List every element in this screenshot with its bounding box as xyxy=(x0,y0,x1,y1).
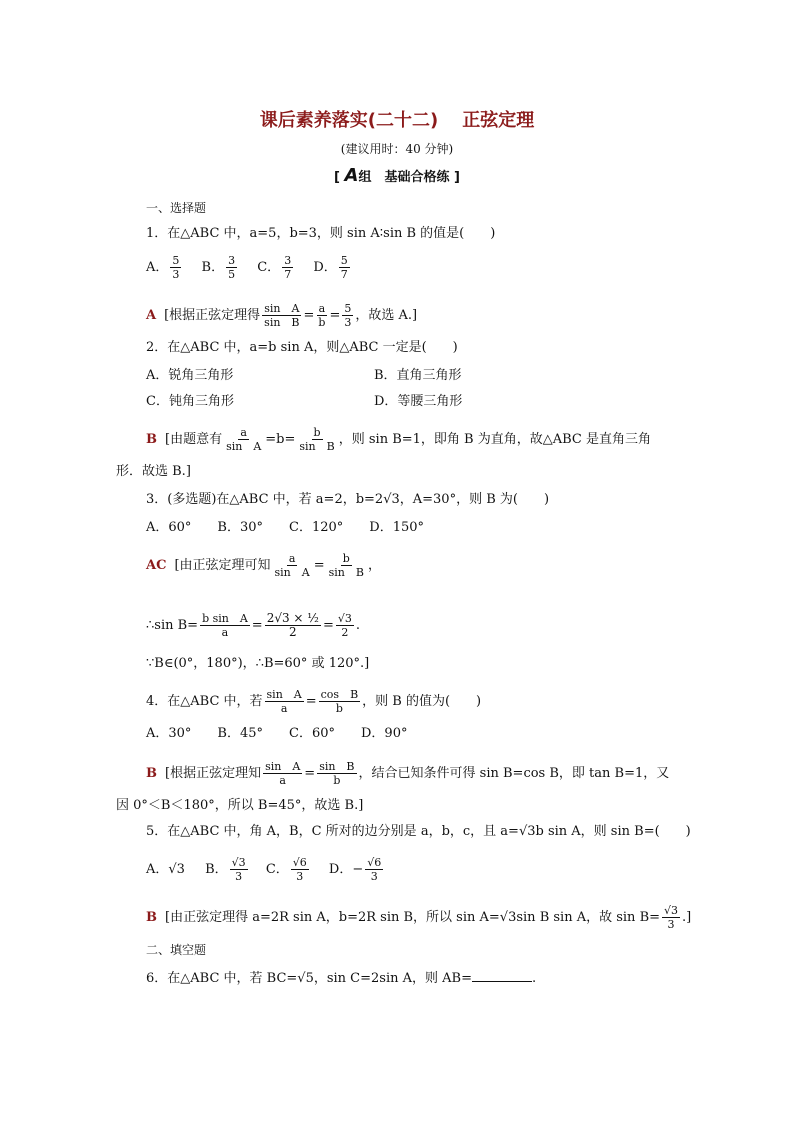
q2-options-row1 xyxy=(146,366,646,386)
q5-options xyxy=(146,856,385,883)
title-left: 课后素养落实(二十二) xyxy=(259,110,439,131)
q4-stem-frac1 xyxy=(265,688,304,715)
q4-exp-frac2 xyxy=(317,760,356,787)
q1-options xyxy=(146,254,352,281)
q5-opt-c-frac xyxy=(291,856,309,883)
numerator: 5 xyxy=(172,254,180,267)
q2-exp-text: [由题意有 xyxy=(165,432,223,447)
q5-exp-frac1 xyxy=(662,904,680,931)
q5-option-a[interactable]: A．√3 xyxy=(146,862,185,877)
q3-answer xyxy=(146,552,381,579)
denominator: 2 xyxy=(289,625,297,639)
numerator: sin A xyxy=(264,302,300,315)
denominator: sin B xyxy=(299,440,335,453)
q1-exp-frac3 xyxy=(342,302,353,329)
q4-stem-end: ，则 B 的值为( ) xyxy=(362,694,482,709)
q3-options[interactable]: A．60° B．30° C．120° D．150° xyxy=(146,520,425,535)
denominator: b xyxy=(335,702,343,715)
q1-opt-d-label: D． xyxy=(313,260,337,275)
q3-exp-frac1 xyxy=(273,552,312,579)
denominator: 3 xyxy=(370,870,378,883)
q1-exp-frac2 xyxy=(316,302,327,329)
denominator: a xyxy=(221,626,229,639)
numerator: √3 xyxy=(337,612,352,625)
denominator: 3 xyxy=(296,870,304,883)
q1-exp-end: ，故选 A.] xyxy=(355,308,418,323)
denominator: 2 xyxy=(341,626,349,639)
q4-answer-cont: 因 0°＜B＜180°，所以 B=45°，故选 B.] xyxy=(116,798,364,813)
denominator: 7 xyxy=(340,268,348,281)
section-fill: 二、填空题 xyxy=(146,943,207,957)
q1-exp-frac1 xyxy=(262,302,301,329)
equals: = xyxy=(313,558,325,573)
q4-exp-end: ，结合已知条件可得 sin B=cos B，即 tan B=1，又 xyxy=(358,766,670,781)
q4-answer-letter: B xyxy=(146,766,157,781)
q2-options-row2 xyxy=(146,392,646,412)
q5-answer-letter: B xyxy=(146,910,157,925)
q4-stem xyxy=(146,688,481,715)
q5-exp-end: .] xyxy=(682,910,692,925)
q1-opt-c-label: C． xyxy=(257,260,281,275)
page-title xyxy=(0,106,794,132)
q3-exp-frac3 xyxy=(200,612,250,639)
equals: = xyxy=(322,618,334,633)
q2-option-d[interactable]: D．等腰三角形 xyxy=(374,394,463,409)
q1-opt-a-label: A． xyxy=(146,260,169,275)
q6-stem-text: 6．在△ABC 中，若 BC=√5，sin C=2sin A，则 AB= xyxy=(146,971,472,986)
q4-options[interactable]: A．30° B．45° C．60° D．90° xyxy=(146,726,408,741)
numerator: cos B xyxy=(320,688,359,701)
period: . xyxy=(531,971,537,986)
q5-exp-text: [由正弦定理得 a=2R sin A，b=2R sin B，所以 sin A=√3sin B sin A，故 sin B= xyxy=(165,910,661,925)
q4-exp-frac1 xyxy=(263,760,302,787)
q1-opt-c-frac xyxy=(282,254,293,281)
q5-opt-b-frac xyxy=(230,856,248,883)
q5-answer xyxy=(146,904,691,931)
numerator: √3 xyxy=(664,904,679,917)
q3-therefore: ∴sin B= xyxy=(146,618,199,633)
denominator: a xyxy=(280,702,288,715)
equals: = xyxy=(251,618,263,633)
q2-exp-frac1 xyxy=(224,426,263,453)
q2-exp-end: ，则 sin B=1，即角 B 为直角，故△ABC 是直角三角 xyxy=(338,432,651,447)
equals: = xyxy=(303,308,315,323)
time-suggestion: (建议用时：40 分钟) xyxy=(340,142,454,156)
q6-answer-blank[interactable] xyxy=(472,968,532,982)
q5-option-c[interactable] xyxy=(266,856,311,883)
numerator: 2√3 × ½ xyxy=(266,611,319,625)
q4-answer xyxy=(146,760,669,787)
numerator: 5 xyxy=(344,302,352,315)
q5-opt-d-frac xyxy=(365,856,383,883)
q1-stem: 1．在△ABC 中，a=5，b=3，则 sin A∶sin B 的值是( ) xyxy=(146,226,496,241)
q2-answer-cont: 形．故选 B.] xyxy=(116,464,191,479)
q1-option-b[interactable] xyxy=(202,254,240,281)
comma: ， xyxy=(367,558,381,573)
q1-exp-text: [根据正弦定理得 xyxy=(164,308,261,323)
q1-opt-b-label: B． xyxy=(201,260,225,275)
denominator: 3 xyxy=(172,268,180,281)
numerator: a xyxy=(240,426,247,439)
q3-exp-frac4 xyxy=(265,612,321,639)
denominator: sin A xyxy=(274,566,310,579)
q1-opt-d-frac xyxy=(339,254,350,281)
q3-exp-frac5 xyxy=(336,612,354,639)
numerator: b xyxy=(313,426,321,439)
group-bracket-open: [ xyxy=(334,170,340,185)
q5-stem: 5．在△ABC 中，角 A，B，C 所对的边分别是 a，b，c，且 a=√3b sin A，则 sin B=( ) xyxy=(146,824,691,839)
numerator: 3 xyxy=(284,254,292,267)
q5-opt-b-label: B． xyxy=(205,862,228,877)
numerator: b xyxy=(342,552,350,565)
numerator: sin B xyxy=(319,760,355,773)
numerator: 3 xyxy=(228,254,236,267)
group-heading xyxy=(0,165,794,186)
q1-answer xyxy=(146,302,417,329)
q2-answer-letter: B xyxy=(146,432,157,447)
numerator: √3 xyxy=(231,856,246,869)
q1-answer-letter: A xyxy=(146,308,157,323)
numerator: √6 xyxy=(367,856,382,869)
q2-answer xyxy=(146,426,651,453)
q3-answer-line3: ∵B∈(0°，180°)，∴B=60° 或 120°.] xyxy=(146,656,370,671)
numerator: a xyxy=(288,552,296,565)
q3-answer-letter: AC xyxy=(146,558,167,573)
equals: = xyxy=(305,694,317,709)
group-letter: A xyxy=(344,165,359,186)
q3-exp-frac2 xyxy=(327,552,366,579)
q4-exp-text: [根据正弦定理知 xyxy=(165,766,262,781)
q6-stem xyxy=(146,968,536,989)
q4-stem-frac2 xyxy=(319,688,361,715)
numerator: a xyxy=(318,302,326,315)
q3-stem: 3．(多选题)在△ABC 中，若 a=2，b=2√3，A=30°，则 B 为( ) xyxy=(146,492,550,507)
q3-exp-text: [由正弦定理可知 xyxy=(174,558,271,573)
q5-opt-c-label: C． xyxy=(265,862,289,877)
period: . xyxy=(355,618,360,633)
numerator: b sin A xyxy=(202,612,248,625)
q2-option-c[interactable]: C．钝角三角形 xyxy=(146,394,234,409)
numerator: 5 xyxy=(340,254,348,267)
q2-stem: 2．在△ABC 中，a=b sin A，则△ABC 一定是( ) xyxy=(146,340,458,355)
group-label: 组 基础合格练 xyxy=(358,170,450,185)
q1-option-a[interactable] xyxy=(146,254,183,281)
q3-answer-line2 xyxy=(146,612,360,639)
denominator: 3 xyxy=(667,918,675,931)
group-bracket-close: ] xyxy=(454,170,460,185)
q1-option-d[interactable] xyxy=(313,254,351,281)
q4-stem-text: 4．在△ABC 中，若 xyxy=(146,694,263,709)
denominator: 5 xyxy=(228,268,236,281)
q2-exp-frac2 xyxy=(297,426,336,453)
numerator: sin A xyxy=(265,760,301,773)
title-right: 正弦定理 xyxy=(462,110,535,131)
denominator: sin B xyxy=(264,316,300,329)
q1-opt-a-frac xyxy=(170,254,181,281)
q5-opt-d-label: D．− xyxy=(328,862,364,877)
equals: = xyxy=(304,766,316,781)
denominator: sin A xyxy=(226,440,262,453)
section-choice: 一、选择题 xyxy=(146,201,207,215)
denominator: a xyxy=(279,774,286,787)
q2-exp-mid: =b= xyxy=(265,432,296,447)
numerator: √6 xyxy=(292,856,307,869)
denominator: 7 xyxy=(284,268,292,281)
equals: = xyxy=(329,308,341,323)
denominator: 3 xyxy=(235,870,243,883)
q2-option-b[interactable]: B．直角三角形 xyxy=(374,368,462,383)
denominator: b xyxy=(333,774,341,787)
q1-opt-b-frac xyxy=(226,254,237,281)
denominator: b xyxy=(318,316,326,329)
denominator: 3 xyxy=(344,316,352,329)
q1-option-c[interactable] xyxy=(257,254,295,281)
q2-option-a[interactable]: A．锐角三角形 xyxy=(146,368,234,383)
q5-option-b[interactable] xyxy=(205,856,250,883)
q5-option-d[interactable] xyxy=(329,856,385,883)
denominator: sin B xyxy=(328,566,364,579)
numerator: sin A xyxy=(266,688,302,701)
